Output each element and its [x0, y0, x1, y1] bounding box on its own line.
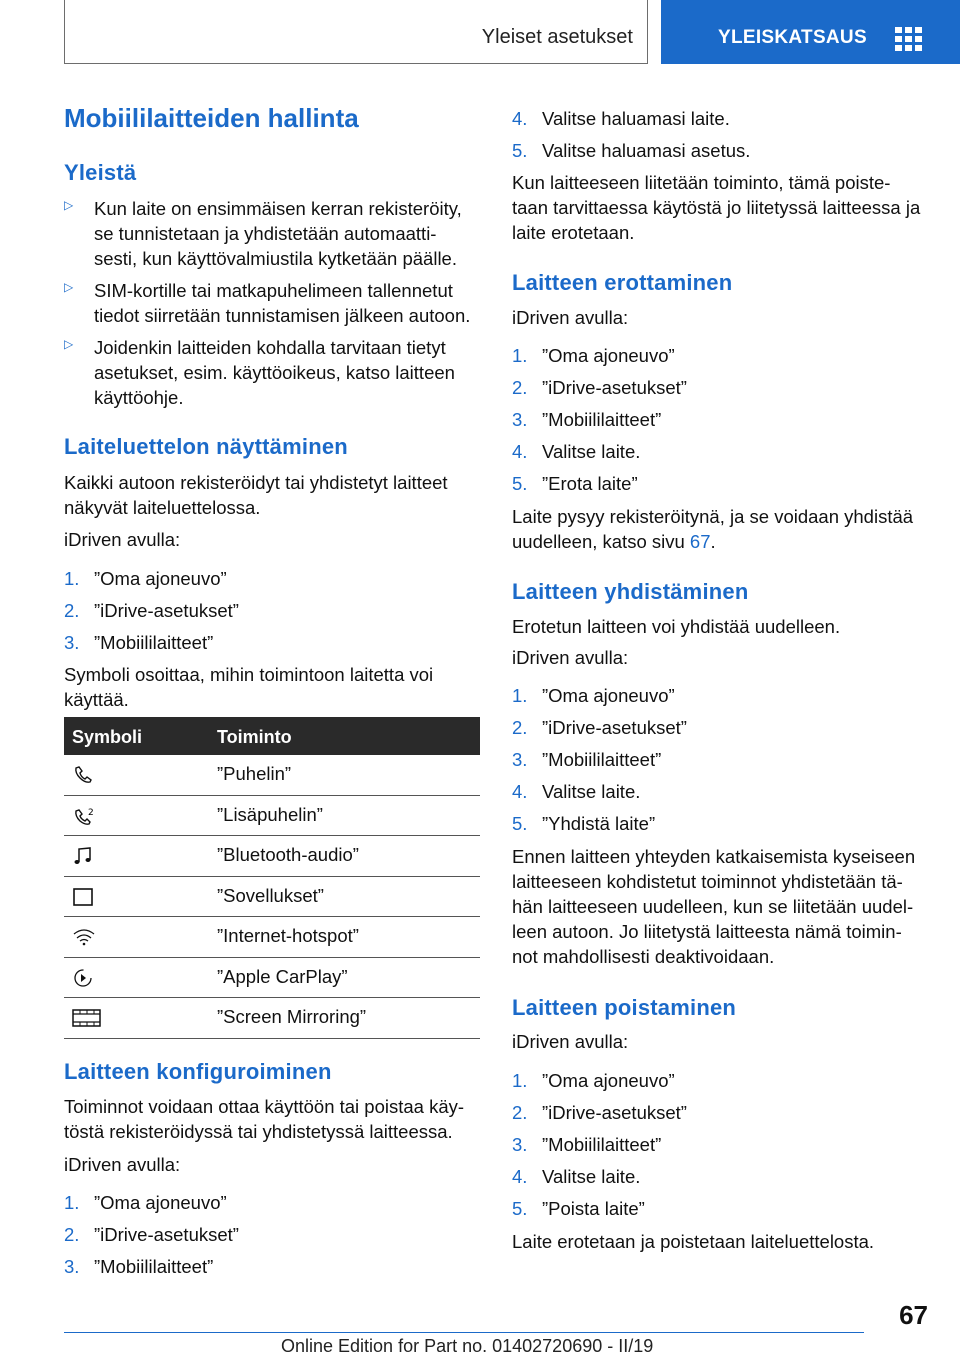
list-text: ”Mobiililaitteet”	[94, 1256, 214, 1277]
paragraph-line: laitteeseen kohdistetut toiminnot yhdistetään tä-	[512, 871, 903, 892]
table-cell: ”Internet-hotspot”	[217, 925, 359, 946]
paragraph-line: näkyvät laiteluettelossa.	[64, 497, 261, 518]
list-text: Valitse haluamasi laite.	[542, 108, 730, 129]
section-title-poistaminen: Laitteen poistaminen	[512, 995, 737, 1020]
table-cell: ”Sovellukset”	[217, 884, 324, 906]
table-cell: ”Apple CarPlay”	[217, 965, 348, 987]
list-number: 2.	[512, 717, 528, 738]
bullet-line: sesti, kun käyttövalmiustila kytketään päälle.	[94, 248, 457, 269]
list-text: ”iDrive-asetukset”	[94, 600, 239, 621]
bullet-line: SIM-kortille tai matkapuhelimeen tallennetut	[94, 280, 453, 301]
table-header	[64, 717, 480, 755]
table-cell: ”Bluetooth-audio”	[217, 844, 359, 865]
list-text: ”Oma ajoneuvo”	[542, 345, 675, 366]
list-number: 3.	[64, 632, 80, 653]
list-text: ”iDrive-asetukset”	[94, 1224, 239, 1245]
paragraph-line: Symboli osoittaa, mihin toimintoon laitetta voi	[64, 664, 434, 685]
list-number: 2.	[64, 600, 80, 621]
bullet-line: tiedot siirretään tunnistamisen jälkeen autoon.	[94, 305, 471, 326]
svg-text:2: 2	[88, 807, 94, 818]
secondary-phone-icon	[72, 806, 96, 826]
paragraph	[512, 504, 928, 554]
screen-mirroring-icon	[72, 1008, 102, 1028]
page-link[interactable]: 67	[689, 531, 711, 552]
idrive-label: iDriven avulla:	[512, 307, 629, 328]
list-number: 3.	[64, 1256, 80, 1277]
paragraph-line: Laite pysyy rekisteröitynä, ja se voidaan yhdistää	[512, 506, 914, 527]
paragraph	[64, 1094, 480, 1144]
paragraph	[512, 170, 928, 245]
triangle-bullet-icon: ▷	[64, 337, 74, 351]
table-row	[64, 755, 480, 796]
paragraph-line: Toiminnot voidaan ottaa käyttöön tai poistaa käy-	[64, 1096, 465, 1117]
section-title-yhdistaminen: Laitteen yhdistäminen	[512, 579, 749, 604]
triangle-bullet-icon: ▷	[64, 198, 74, 212]
list-text: ”iDrive-asetukset”	[542, 717, 687, 738]
music-note-icon	[72, 846, 96, 866]
table-row	[64, 836, 480, 877]
bullet-item	[64, 278, 480, 328]
list-number: 4.	[512, 781, 528, 802]
bullet-line: Joidenkin laitteiden kohdalla tarvitaan tietyt	[94, 337, 446, 358]
paragraph-line: käyttää.	[64, 689, 129, 710]
paragraph-line: hän laitteeseen uudelleen, kun se liitetään uudel-	[512, 896, 914, 917]
list-text: Valitse laite.	[542, 441, 641, 462]
idrive-label: iDriven avulla:	[64, 529, 181, 550]
page-title: Mobiililaitteiden hallinta	[64, 103, 359, 133]
list-number: 1.	[64, 568, 80, 589]
list-text: ”Oma ajoneuvo”	[94, 1192, 227, 1213]
list-text: ”Mobiililaitteet”	[542, 749, 662, 770]
wifi-icon	[72, 927, 96, 947]
bullet-line: se tunnistetaan ja yhdistetään automaatti-	[94, 223, 437, 244]
table-row	[64, 958, 480, 999]
overview-tab[interactable]	[661, 0, 960, 64]
list-number: 1.	[512, 685, 528, 706]
list-number: 1.	[64, 1192, 80, 1213]
list-number: 5.	[512, 140, 528, 161]
paragraph	[64, 470, 480, 520]
list-number: 2.	[512, 377, 528, 398]
paragraph	[64, 662, 480, 712]
idrive-label: iDriven avulla:	[512, 647, 629, 668]
bullet-item	[64, 196, 480, 271]
paragraph	[512, 844, 928, 969]
list-text: ”Yhdistä laite”	[542, 813, 656, 834]
list-number: 4.	[512, 441, 528, 462]
carplay-icon	[72, 968, 96, 988]
list-number: 3.	[512, 749, 528, 770]
list-number: 2.	[512, 1102, 528, 1123]
phone-icon	[72, 765, 96, 785]
table-cell: ”Screen Mirroring”	[217, 1006, 367, 1027]
section-title-laiteluettelo: Laiteluettelon näyttäminen	[64, 434, 348, 459]
triangle-bullet-icon: ▷	[64, 280, 74, 294]
idrive-label: iDriven avulla:	[64, 1154, 181, 1175]
list-number: 4.	[512, 108, 528, 129]
list-number: 4.	[512, 1166, 528, 1187]
table-row	[64, 796, 480, 837]
paragraph-line: not mahdollisesti deaktivoidaan.	[512, 946, 775, 967]
section-title-erottaminen: Laitteen erottaminen	[512, 270, 733, 295]
paragraph-line: Kaikki autoon rekisteröidyt tai yhdistetyt laitteet	[64, 472, 448, 493]
bullet-line: Kun laite on ensimmäisen kerran rekisteröity,	[94, 198, 462, 219]
paragraph: Erotetun laitteen voi yhdistää uudelleen.	[512, 616, 841, 637]
paragraph-line: Kun laitteeseen liitetään toiminto, tämä poiste-	[512, 172, 891, 193]
section-title-yleista: Yleistä	[64, 160, 137, 185]
paragraph: Laite erotetaan ja poistetaan laiteluettelosta.	[512, 1231, 875, 1252]
paragraph-text: uudelleen, katso sivu	[512, 531, 685, 552]
bullet-line: käyttöohje.	[94, 387, 184, 408]
list-text: ”Mobiililaitteet”	[542, 1134, 662, 1155]
paragraph-line: laite erotetaan.	[512, 222, 635, 243]
list-number: 5.	[512, 813, 528, 834]
section-title-konfigurointi: Laitteen konfiguroiminen	[64, 1059, 332, 1084]
list-number: 5.	[512, 1198, 528, 1219]
table-cell: ”Puhelin”	[217, 763, 292, 784]
list-number: 3.	[512, 409, 528, 430]
table-row	[64, 998, 480, 1039]
bullet-line: asetukset, esim. käyttöoikeus, katso laitteen	[94, 362, 455, 383]
bullet-item	[64, 335, 480, 410]
paragraph-line: Ennen laitteen yhteyden katkaisemista kyseiseen	[512, 846, 916, 867]
page-number: 67	[899, 1300, 928, 1330]
list-number: 2.	[64, 1224, 80, 1245]
table-row	[64, 917, 480, 958]
list-text: ”iDrive-asetukset”	[542, 1102, 687, 1123]
list-text: ”Oma ajoneuvo”	[542, 685, 675, 706]
footer-edition: Online Edition for Part no. 01402720690 - II/19	[281, 1336, 654, 1356]
header-title: Yleiset asetukset	[481, 26, 633, 48]
list-text: Valitse laite.	[542, 1166, 641, 1187]
header-title-box	[64, 0, 648, 64]
list-number: 3.	[512, 1134, 528, 1155]
list-number: 1.	[512, 1070, 528, 1091]
list-text: ”Mobiililaitteet”	[94, 632, 214, 653]
list-text: ”Oma ajoneuvo”	[94, 568, 227, 589]
column-header: Toiminto	[217, 727, 292, 747]
square-icon	[72, 887, 96, 907]
list-text: Valitse laite.	[542, 781, 641, 802]
list-text: ”Oma ajoneuvo”	[542, 1070, 675, 1091]
list-number: 5.	[512, 473, 528, 494]
column-header: Symboli	[72, 727, 143, 747]
table-cell: ”Lisäpuhelin”	[217, 803, 323, 825]
list-text: ”Poista laite”	[542, 1198, 645, 1219]
table-row	[64, 877, 480, 918]
paragraph-line: töstä rekisteröidyssä tai yhdistetyssä laitteessa.	[64, 1121, 453, 1142]
idrive-label: iDriven avulla:	[512, 1031, 629, 1052]
paragraph-line: leen autoon. Jo liitetystä laitteesta nämä toimin-	[512, 921, 902, 942]
footer-divider	[64, 1332, 864, 1333]
list-text: ”Erota laite”	[542, 473, 638, 494]
list-number: 1.	[512, 345, 528, 366]
grid-icon	[895, 27, 923, 51]
list-text: ”Mobiililaitteet”	[542, 409, 662, 430]
symbol-table	[64, 717, 480, 1039]
paragraph-line: taan tarvittaessa käytöstä jo liitetyssä laitteessa ja	[512, 197, 921, 218]
paragraph-line: uudelleen, katso sivu 67.	[512, 531, 716, 552]
list-text: ”iDrive-asetukset”	[542, 377, 687, 398]
overview-tab-label: YLEISKATSAUS	[718, 27, 867, 48]
list-text: Valitse haluamasi asetus.	[542, 140, 751, 161]
